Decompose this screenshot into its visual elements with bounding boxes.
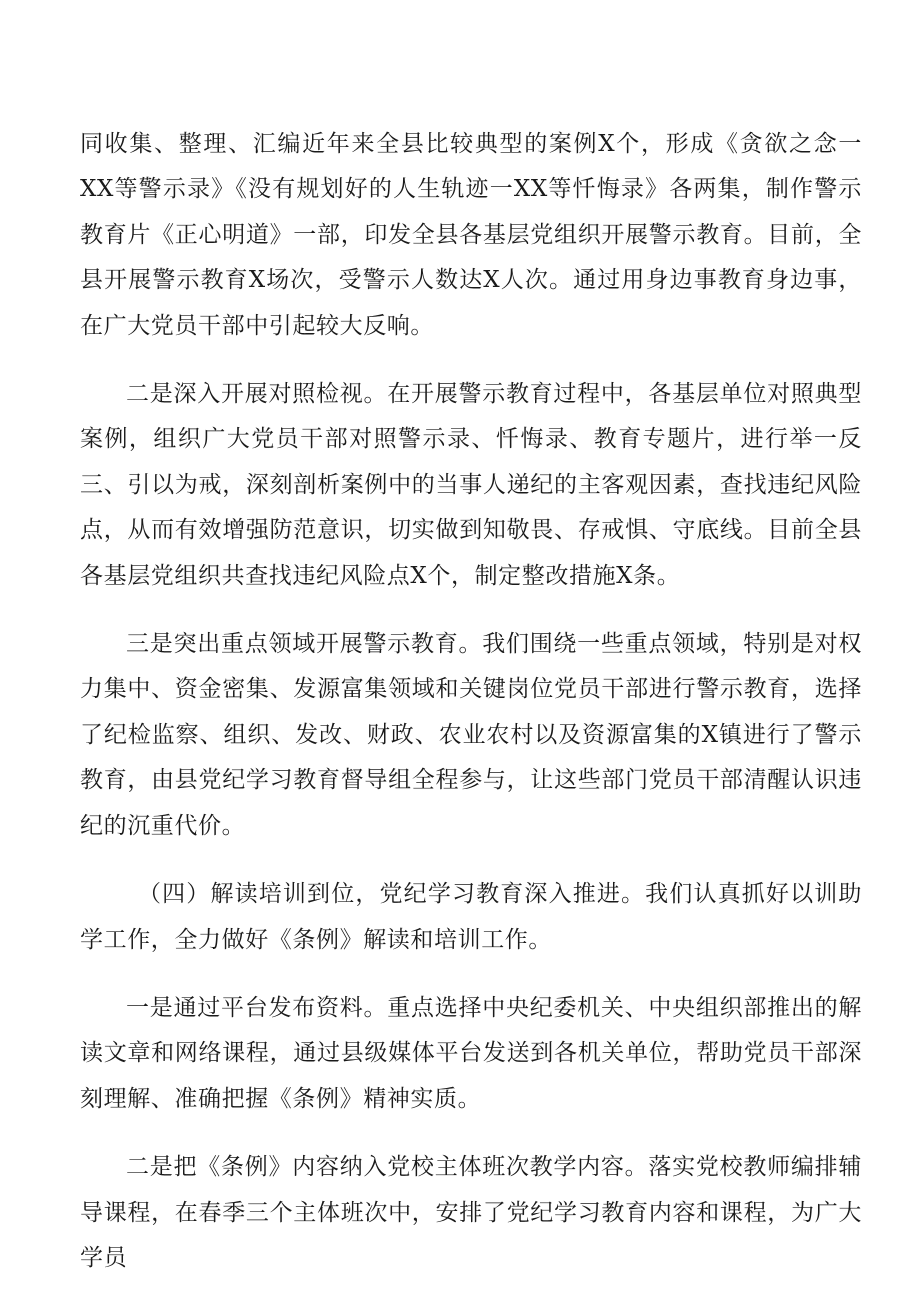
paragraph-self-examination: 二是深入开展对照检视。在开展警示教育过程中，各基层单位对照典型案例，组织广大党员干部对照警示录、忏悔录、教育专题片，进行举一反三、引以为戒，深刻剖析案例中的当事人递纪的主客观因素，查找违纪风险点，从而有效增强防范意识，切实做到知敬畏、存戒惧、守底线。目前全县各基层党组织共查找违纪风险点X个，制定整改措施X条。 bbox=[80, 381, 862, 589]
document-body bbox=[80, 122, 862, 1281]
paragraph-key-areas: 三是突出重点领域开展警示教育。我们围绕一些重点领域，特别是对权力集中、资金密集、发源富集领域和关键岗位党员干部进行警示教育，选择了纪检监察、组织、发改、财政、农业农村以及资源富集的X镇进行了警示教育，由县党纪学习教育督导组全程参与，让这些部门党员干部清醒认识违纪的沉重代价。 bbox=[80, 631, 862, 839]
paragraph-warning-materials: 同收集、整理、汇编近年来全县比较典型的案例X个，形成《贪欲之念一XX等警示录》《没有规划好的人生轨迹一XX等忏悔录》各两集，制作警示教育片《正心明道》一部，印发全县各基层党组织开展警示教育。目前，全县开展警示教育X场次，受警示人数达X人次。通过用身边事教育身边事，在广大党员干部中引起较大反响。 bbox=[80, 131, 862, 339]
paragraph-platform-materials: 一是通过平台发布资料。重点选择中央纪委机关、中央组织部推出的解读文章和网络课程，通过县级媒体平台发送到各机关单位，帮助党员干部深刻理解、准确把握《条例》精神实质。 bbox=[80, 994, 862, 1112]
paragraph-section-four-heading: （四）解读培训到位，党纪学习教育深入推进。我们认真抓好以训助学工作，全力做好《条例》解读和培训工作。 bbox=[80, 881, 862, 953]
paragraph-party-school-curriculum: 二是把《条例》内容纳入党校主体班次教学内容。落实党校教师编排辅导课程，在春季三个主体班次中，安排了党纪学习教育内容和课程，为广大学员 bbox=[80, 1154, 862, 1271]
